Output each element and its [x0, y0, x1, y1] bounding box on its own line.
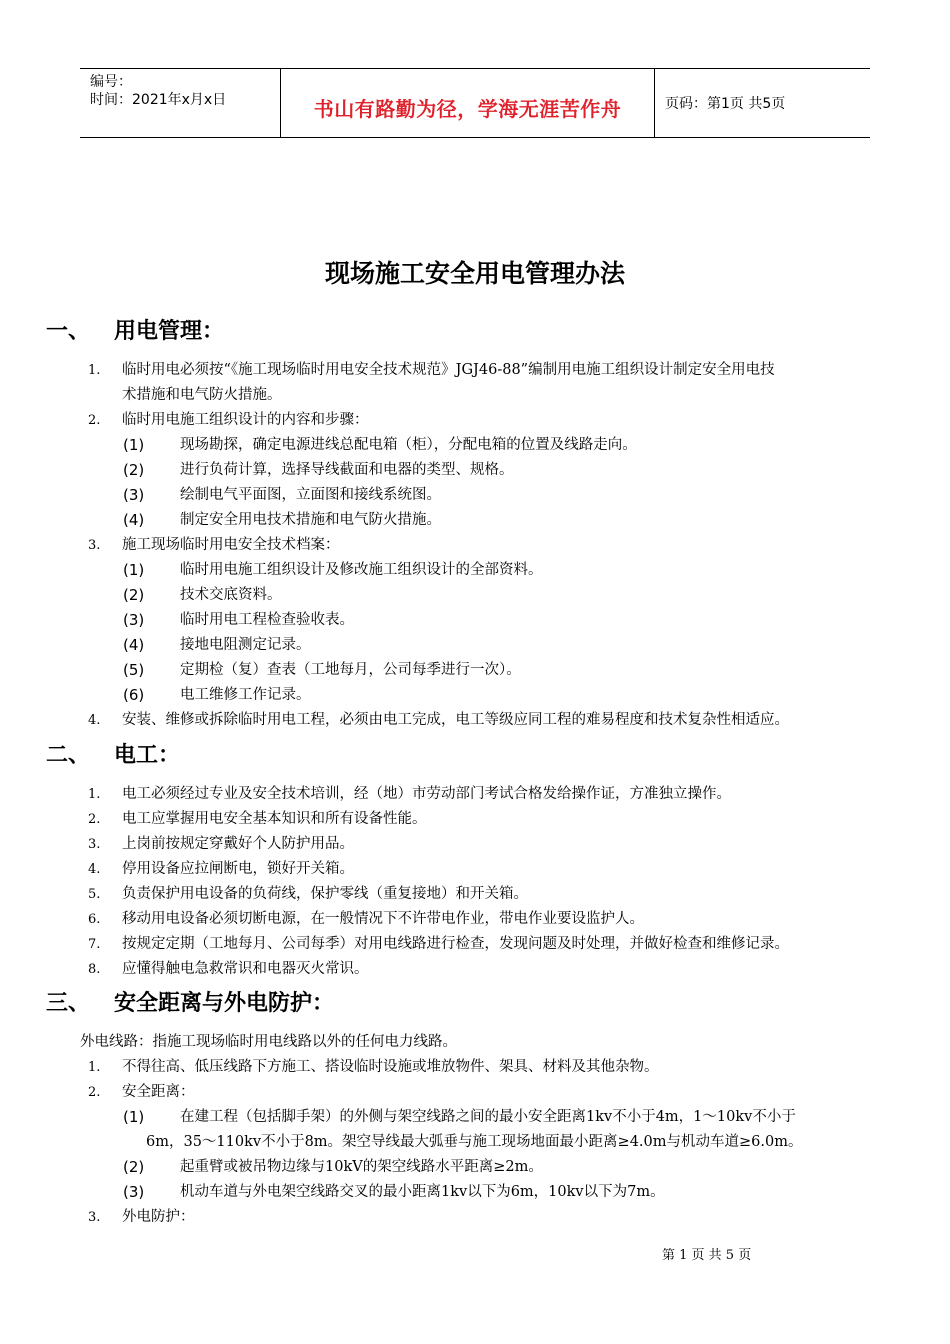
section-number: 一、 [46, 319, 91, 344]
list-item-text: 负责保护用电设备的负荷线，保护零线（重复接地）和开关箱。 [122, 886, 528, 902]
list-item-number: 3. [88, 538, 101, 553]
sub-item-text: 接地电阻测定记录。 [180, 637, 311, 653]
sub-item-text: 进行负荷计算，选择导线截面和电器的类型、规格。 [180, 462, 514, 478]
sub-item-number: (6) [123, 686, 145, 704]
list-item-number: 2. [88, 812, 101, 827]
list-item-text: 按规定定期（工地每月、公司每季）对用电线路进行检查，发现问题及时处理，并做好检查和维修记录。 [122, 936, 789, 952]
sub-item-text: 6m，35～110kv不小于8m。架空导线最大弧垂与施工现场地面最小距离≥4.0m与机动车道≥6.0m。 [146, 1134, 803, 1150]
list-item-number: 4. [88, 713, 101, 728]
list-item-text: 移动用电设备必须切断电源，在一般情况下不许带电作业，带电作业要设监护人。 [122, 911, 644, 927]
list-item-text: 临时用电必须按“《施工现场临时用电安全技术规范》JGJ46-88”编制用电施工组织设计制定安全用电技 [122, 362, 775, 378]
sub-item-number: (3) [123, 611, 145, 629]
sub-item-number: (1) [123, 1108, 145, 1126]
list-item-number: 8. [88, 962, 101, 977]
list-item-text: 上岗前按规定穿戴好个人防护用品。 [122, 836, 354, 852]
section-number: 三、 [46, 991, 91, 1016]
list-item-text: 停用设备应拉闸断电，锁好开关箱。 [122, 861, 354, 877]
sub-item-number: (1) [123, 561, 145, 579]
sub-item-number: (2) [123, 1158, 145, 1176]
header-page-cell [655, 69, 870, 137]
sub-item-text: 技术交底资料。 [180, 587, 282, 603]
page-footer: 第 1 页 共 5 页 [662, 1248, 752, 1263]
sub-item-text: 制定安全用电技术措施和电气防火措施。 [180, 512, 441, 528]
list-item-number: 2. [88, 1085, 101, 1100]
sub-item-number: (3) [123, 1183, 145, 1201]
sub-item-text: 临时用电工程检查验收表。 [180, 612, 354, 628]
list-item-number: 5. [88, 887, 101, 902]
sub-item-number: (2) [123, 586, 145, 604]
list-item-text: 安全距离： [122, 1084, 195, 1100]
sub-item-number: (1) [123, 436, 145, 454]
list-item-number: 2. [88, 413, 101, 428]
page-info: 页码：第1页 共5页 [665, 96, 786, 112]
sub-item-text: 临时用电施工组织设计及修改施工组织设计的全部资料。 [180, 562, 543, 578]
list-item-text: 外电防护： [122, 1209, 195, 1225]
document-code: 编号： [90, 74, 132, 90]
sub-item-text: 现场勘探，确定电源进线总配电箱（柜），分配电箱的位置及线路走向。 [180, 437, 637, 453]
motto: 书山有路勤为径，学海无涯苦作舟 [313, 97, 622, 121]
list-item-text: 不得往高、低压线路下方施工、搭设临时设施或堆放物件、架具、材料及其他杂物。 [122, 1059, 659, 1075]
list-item-text: 安装、维修或拆除临时用电工程，必须由电工完成，电工等级应同工程的难易程度和技术复杂性相适应。 [122, 712, 789, 728]
list-item-number: 7. [88, 937, 101, 952]
list-item-number: 4. [88, 862, 101, 877]
sub-item-number: (2) [123, 461, 145, 479]
section-title: 用电管理： [114, 319, 225, 344]
list-item-text: 术措施和电气防火措施。 [122, 387, 282, 403]
sub-item-number: (4) [123, 636, 145, 654]
sub-item-text: 机动车道与外电架空线路交叉的最小距离1kv以下为6m，10kv以下为7m。 [180, 1184, 665, 1200]
section-number: 二、 [46, 743, 91, 768]
list-item-number: 3. [88, 837, 101, 852]
header-meta-cell [80, 69, 281, 137]
sub-item-text: 定期检（复）查表（工地每月，公司每季进行一次）。 [180, 662, 521, 678]
list-item-number: 1. [88, 1060, 101, 1075]
document-title: 现场施工安全用电管理办法 [324, 259, 625, 288]
section-title: 安全距离与外电防护： [114, 991, 335, 1016]
sub-item-number: (3) [123, 486, 145, 504]
list-item-text: 施工现场临时用电安全技术档案： [122, 537, 340, 553]
list-item-number: 6. [88, 912, 101, 927]
list-item-number: 1. [88, 787, 101, 802]
document-date: 时间：2021年x月x日 [90, 92, 227, 108]
sub-item-text: 绘制电气平面图，立面图和接线系统图。 [180, 487, 441, 503]
section-title: 电工： [114, 743, 181, 768]
sub-item-text: 电工维修工作记录。 [180, 687, 311, 703]
sub-item-number: (5) [123, 661, 145, 679]
sub-item-text: 起重臂或被吊物边缘与10kV的架空线路水平距离≥2m。 [180, 1159, 543, 1175]
list-item-text: 电工应掌握用电安全基本知识和所有设备性能。 [122, 811, 427, 827]
list-item-text: 临时用电施工组织设计的内容和步骤： [122, 412, 369, 428]
list-item-number: 1. [88, 363, 101, 378]
page-header [80, 68, 870, 138]
header-motto-cell [281, 69, 655, 137]
sub-item-number: (4) [123, 511, 145, 529]
list-item-text: 应懂得触电急救常识和电器灭火常识。 [122, 961, 369, 977]
list-item-number: 3. [88, 1210, 101, 1225]
section-intro: 外电线路：指施工现场临时用电线路以外的任何电力线路。 [80, 1034, 457, 1050]
list-item-text: 电工必须经过专业及安全技术培训，经（地）市劳动部门考试合格发给操作证，方准独立操作。 [122, 786, 731, 802]
sub-item-text: 在建工程（包括脚手架）的外侧与架空线路之间的最小安全距离1kv不小于4m，1～10kv不小于 [180, 1109, 796, 1125]
